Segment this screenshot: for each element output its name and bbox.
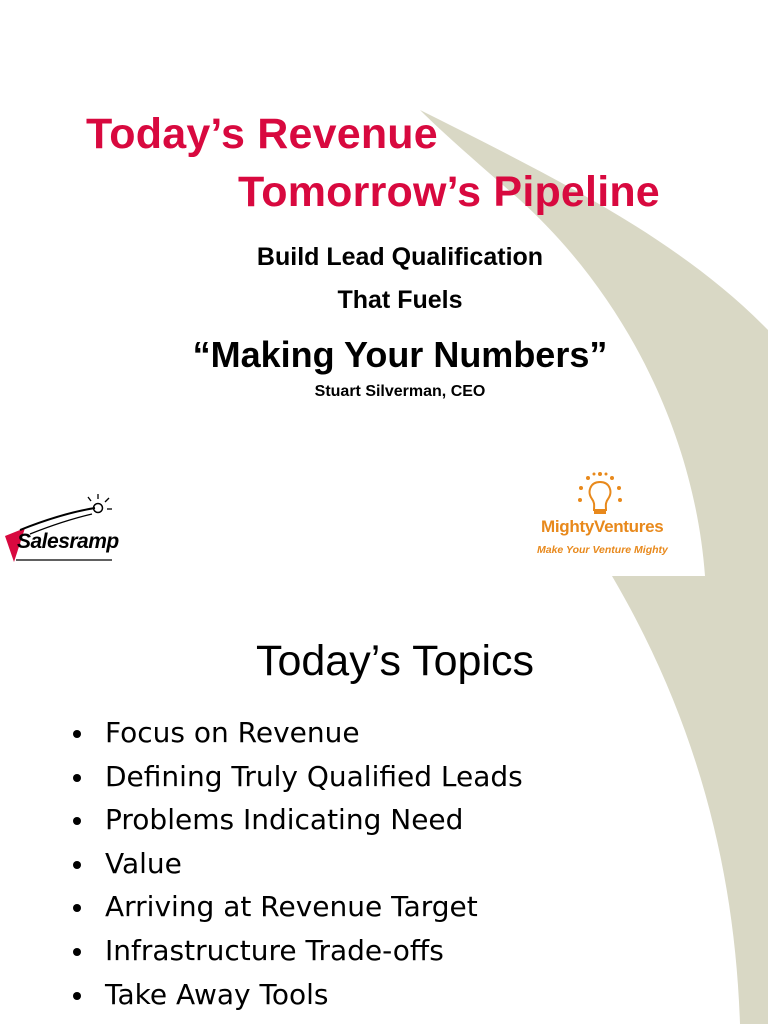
topic-text: Infrastructure Trade-offs	[105, 933, 444, 967]
title-line-2: Tomorrow’s Pipeline	[238, 168, 660, 216]
topic-text: Arriving at Revenue Target	[105, 890, 478, 924]
topic-text: Value	[105, 846, 182, 880]
quote-text: “Making Your Numbers”	[192, 334, 608, 375]
topic-text: Take Away Tools	[105, 977, 329, 1011]
topic-text: Defining Truly Qualified Leads	[105, 759, 523, 793]
subtitle-line-2: That Fuels	[337, 286, 463, 314]
topics-title: Today’s Topics	[255, 637, 535, 685]
bullet-icon	[73, 948, 81, 956]
topic-text: Focus on Revenue	[105, 716, 360, 749]
bullet-icon	[73, 992, 81, 1000]
salesramp-logo-text: Salesramp	[17, 530, 119, 553]
title-line-1: Today’s Revenue	[86, 110, 438, 158]
mightyventures-tagline: Make Your Venture Mighty	[537, 544, 668, 556]
bullet-icon	[73, 730, 81, 738]
topics-slide	[0, 576, 768, 1024]
subtitle-line-1: Build Lead Qualification	[256, 243, 544, 271]
bullet-icon	[73, 861, 81, 869]
bullet-icon	[73, 774, 81, 782]
mightyventures-logo-text: MightyVentures	[541, 517, 664, 536]
author-text: Stuart Silverman, CEO	[314, 383, 486, 400]
topic-text: Problems Indicating Need	[105, 803, 464, 837]
